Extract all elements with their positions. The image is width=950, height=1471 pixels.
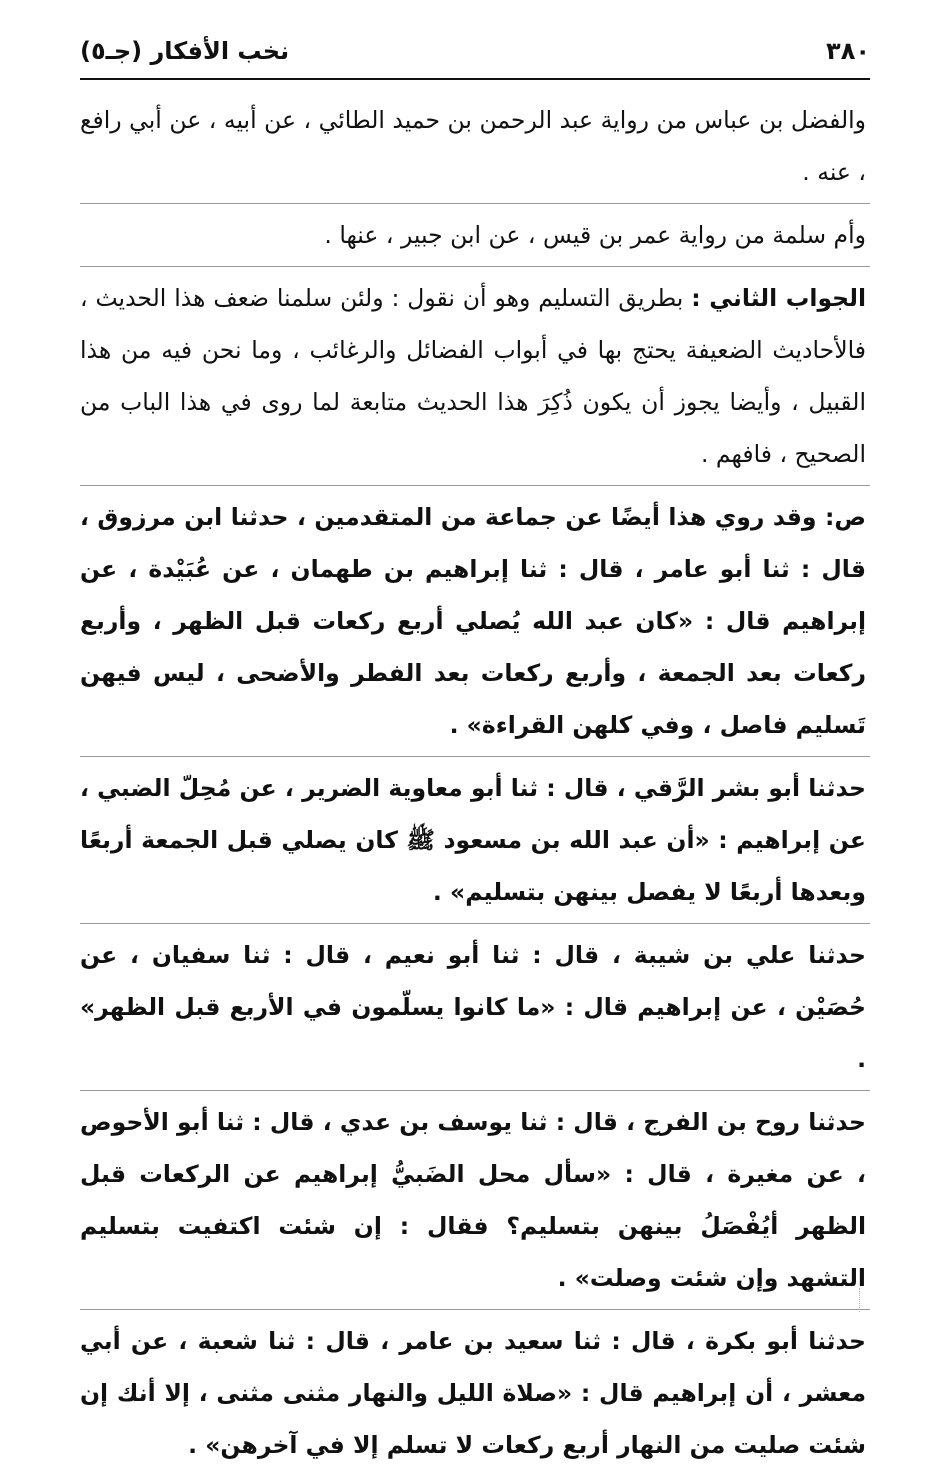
paragraph-text: وأم سلمة من رواية عمر بن قيس ، عن ابن جبير ، عنها . xyxy=(324,221,866,249)
paragraph-5 xyxy=(80,762,870,918)
paragraph-4 xyxy=(80,491,870,751)
paragraph-text: وقد روي هذا أيضًا عن جماعة من المتقدمين ، حدثنا ابن مرزوق ، قال : ثنا أبو عامر ، قال : ثنا إبراهيم بن طهمان ، عن عُبَيْدة ، عن إبراهيم قال : «كان عبد الله يُصلي أربع ركعات قبل الظهر ، وأربع ركعات بعد الجمعة ، وأربع ركعات بعد الفطر والأضحى ، ليس فيهن تَسليم فاصل ، وفي كلهن القراءة» . xyxy=(80,503,866,739)
paragraph-text: حدثنا علي بن شيبة ، قال : ثنا أبو نعيم ، قال : ثنا سفيان ، عن حُصَيْن ، عن إبراهيم قال : «ما كانوا يسلّمون في الأربع قبل الظهر» . xyxy=(80,941,866,1073)
paragraph-8 xyxy=(80,1315,870,1471)
page-header xyxy=(80,28,870,80)
paragraph-3 xyxy=(80,272,870,480)
book-title: نخب الأفكار (جـ٥) xyxy=(80,37,290,65)
paragraph-divider xyxy=(80,756,870,757)
page-number: ٣٨٠ xyxy=(826,37,870,65)
book-page xyxy=(80,28,870,1459)
paragraph-divider xyxy=(80,485,870,486)
paragraph-divider xyxy=(80,266,870,267)
paragraph-lead: الجواب الثاني : xyxy=(691,284,866,312)
paragraph-divider xyxy=(80,1309,870,1310)
paragraph-text: حدثنا أبو بكرة ، قال : ثنا سعيد بن عامر ، قال : ثنا شعبة ، عن أبي معشر ، أن إبراهيم قال : «صلاة الليل والنهار مثنى مثنى ، إلا أنك إن شئت صليت من النهار أربع ركعات لا تسلم إلا في آخرهن» . xyxy=(80,1327,866,1459)
paragraph-text: حدثنا روح بن الفرج ، قال : ثنا يوسف بن عدي ، قال : ثنا أبو الأحوص ، عن مغيرة ، قال : «سأل محل الضَبيُّ إبراهيم عن الركعات قبل الظهر أيُفْصَلُ بينهن بتسليم؟ فقال : إن شئت اكتفيت بتسليم التشهد وإن شئت وصلت» . xyxy=(80,1108,866,1292)
paragraph-1 xyxy=(80,94,870,198)
paragraph-7 xyxy=(80,1096,870,1304)
paragraph-text: بطريق التسليم وهو أن نقول : ولئن سلمنا ضعف هذا الحديث ، فالأحاديث الضعيفة يحتج بها في أبواب الفضائل والرغائب ، وما نحن فيه من هذا القبيل ، وأيضا يجوز أن يكون ذُكِرَ هذا الحديث متابعة لما روى في هذا الباب من الصحيح ، فافهم . xyxy=(80,284,866,468)
paragraph-2 xyxy=(80,209,870,261)
paragraph-divider xyxy=(80,203,870,204)
paragraph-text: والفضل بن عباس من رواية عبد الرحمن بن حميد الطائي ، عن أبيه ، عن أبي رافع ، عنه . xyxy=(80,106,866,186)
paragraph-lead: ص: xyxy=(824,503,866,531)
page-content xyxy=(80,80,870,1471)
paragraph-text: حدثنا أبو بشر الرَّقي ، قال : ثنا أبو معاوية الضرير ، عن مُحِلّ الضبي ، عن إبراهيم : «أن عبد الله بن مسعود ﷺ كان يصلي قبل الجمعة أربعًا وبعدها أربعًا لا يفصل بينهن بتسليم» . xyxy=(80,774,866,906)
paragraph-divider xyxy=(80,923,870,924)
edge-mark xyxy=(858,1288,860,1312)
paragraph-divider xyxy=(80,1090,870,1091)
paragraph-6 xyxy=(80,929,870,1085)
